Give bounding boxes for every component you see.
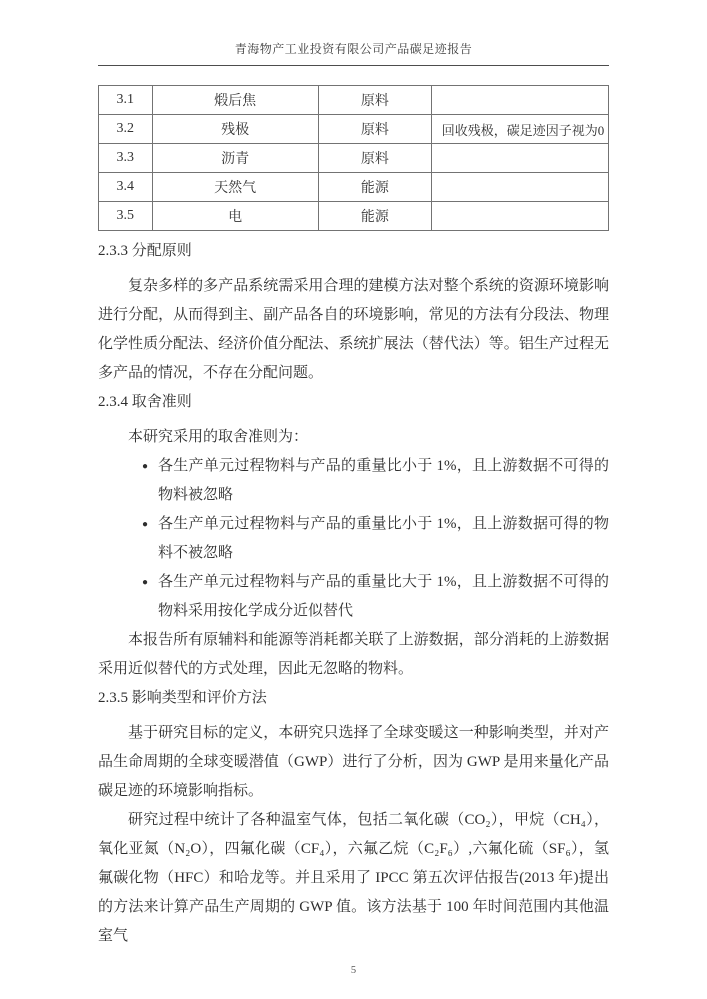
cell-material-type: 原料	[318, 144, 431, 173]
bullet-icon: ●	[142, 519, 149, 530]
cell-material-note: 回收残极，碳足迹因子视为0	[432, 115, 609, 144]
document-body	[98, 237, 609, 951]
cell-material-note	[432, 86, 609, 115]
bullet-icon: ●	[142, 577, 149, 588]
document-header	[98, 40, 609, 66]
paragraph-allocation: 复杂多样的多产品系统需采用合理的建模方法对整个系统的资源环境影响进行分配，从而得到主、副产品各自的环境影响，常见的方法有分段法、物理化学性质分配法、经济价值分配法、系统扩展法（替代法）等。铝生产过程无多产品的情况，不存在分配问题。	[98, 278, 609, 381]
bullet-text: 各生产单元过程物料与产品的重量比小于 1%，且上游数据可得的物料不被忽略	[158, 516, 609, 561]
materials-table	[98, 85, 609, 231]
page-content	[98, 0, 609, 979]
cell-material-type: 原料	[318, 115, 431, 144]
bullet-item	[98, 452, 609, 510]
table-row	[99, 86, 609, 115]
cell-material-note	[432, 202, 609, 231]
table-row	[99, 115, 609, 144]
cell-material-name: 残极	[152, 115, 318, 144]
bullet-item	[98, 510, 609, 568]
table-row	[99, 202, 609, 231]
page-number: 5	[350, 965, 357, 976]
section-heading-2-3-3: 2.3.3 分配原则	[98, 243, 192, 259]
cell-material-note	[432, 144, 609, 173]
section-heading-2-3-4: 2.3.4 取舍准则	[98, 394, 192, 410]
bullet-icon: ●	[142, 461, 149, 472]
document-header-title: 青海物产工业投资有限公司产品碳足迹报告	[234, 42, 473, 56]
paragraph-impact-type: 基于研究目标的定义，本研究只选择了全球变暖这一种影响类型，并对产品生命周期的全球变暖潜值（GWP）进行了分析，因为 GWP 是用来量化产品碳足迹的环境影响指标。	[98, 725, 609, 799]
cell-material-type: 原料	[318, 86, 431, 115]
bullet-text: 各生产单元过程物料与产品的重量比小于 1%，且上游数据不可得的物料被忽略	[158, 458, 609, 503]
cell-row-number: 3.2	[99, 115, 153, 144]
cell-material-name: 煅后焦	[152, 86, 318, 115]
bullet-text: 各生产单元过程物料与产品的重量比大于 1%，且上游数据不可得的物料采用按化学成分近似替代	[158, 574, 609, 619]
cell-row-number: 3.3	[99, 144, 153, 173]
cell-material-name: 沥青	[152, 144, 318, 173]
cell-row-number: 3.1	[99, 86, 153, 115]
paragraph-ghg-list: 研究过程中统计了各种温室气体，包括二氧化碳（CO₂），甲烷（CH₄），氧化亚氮（N₂O），四氟化碳（CF₄），六氟乙烷（C₂F₆）,六氟化硫（SF₆），氢氟碳化物（HFC）和哈龙等。并且采用了 IPCC 第五次评估报告(2013 年)提出的方法来计算产品生产周期的 GWP 值。该方法基于 100 年时间范围内其他温室气	[98, 812, 609, 944]
cell-row-number: 3.5	[99, 202, 153, 231]
cell-material-type: 能源	[318, 173, 431, 202]
paragraph-cutoff-intro: 本研究采用的取舍准则为：	[128, 429, 309, 445]
table-row	[99, 173, 609, 202]
cell-material-note	[432, 173, 609, 202]
cell-material-name: 天然气	[152, 173, 318, 202]
cell-row-number: 3.4	[99, 173, 153, 202]
cell-material-name: 电	[152, 202, 318, 231]
section-heading-2-3-5: 2.3.5 影响类型和评价方法	[98, 690, 267, 706]
paragraph-cutoff-summary: 本报告所有原辅料和能源等消耗都关联了上游数据，部分消耗的上游数据采用近似替代的方式处理，因此无忽略的物料。	[98, 632, 609, 677]
bullet-item	[98, 568, 609, 626]
cell-material-type: 能源	[318, 202, 431, 231]
table-row	[99, 144, 609, 173]
